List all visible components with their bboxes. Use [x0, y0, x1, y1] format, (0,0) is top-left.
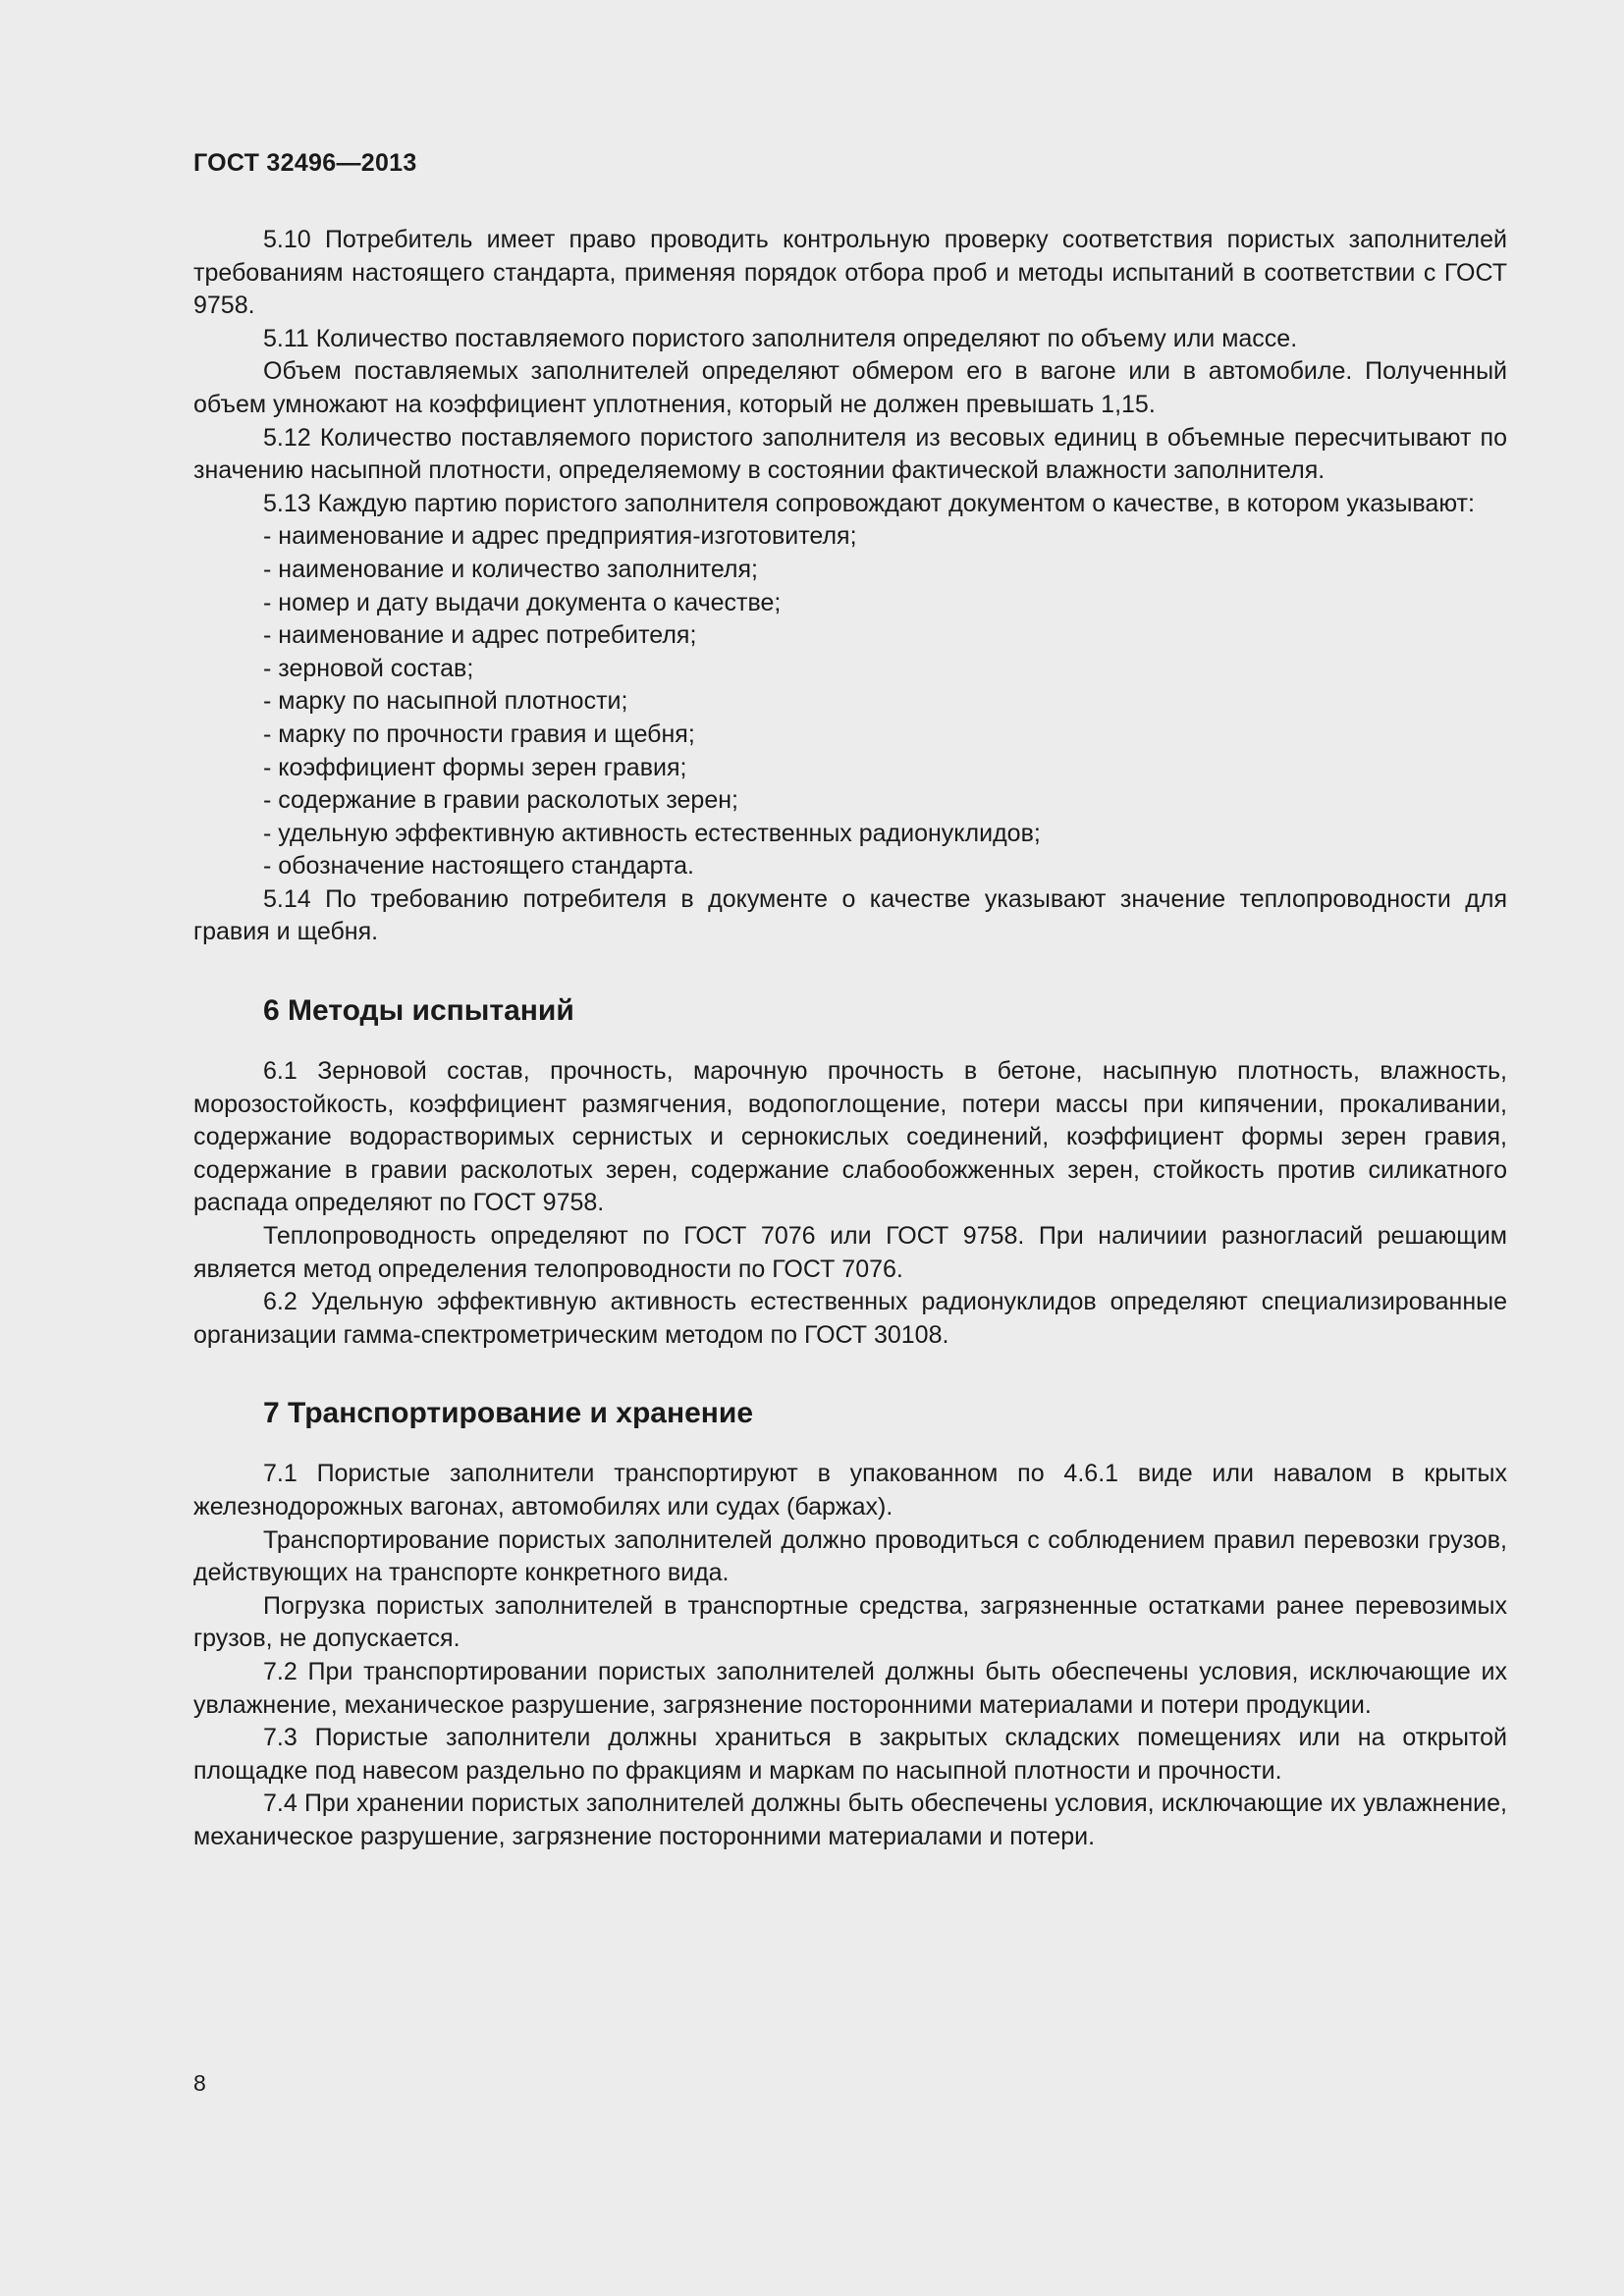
- paragraph-5-14: 5.14 По требованию потребителя в документе о качестве указывают значение теплопроводности для гравия и щебня.: [193, 884, 1507, 946]
- list-item: - наименование и количество заполнителя;: [263, 555, 758, 583]
- list-item: - номер и дату выдачи документа о качестве;: [263, 588, 782, 616]
- paragraph-5-10: 5.10 Потребитель имеет право проводить контрольную проверку соответствия пористых заполнителей требованиям настоящего стандарта, применяя порядок отбора проб и методы испытаний в соответствии с ГОСТ 9758.: [193, 226, 1507, 320]
- paragraph-7-2: 7.2 При транспортировании пористых заполнителей должны быть обеспечены условия, исключающие их увлажнение, механическое разрушение, загрязнение посторонними материалами и потери продукции.: [193, 1657, 1507, 1719]
- list-item: - зерновой состав;: [263, 654, 474, 682]
- document-body: [193, 224, 1507, 1854]
- paragraph-7-3: 7.3 Пористые заполнители должны храниться в закрытых складских помещениях или на открытой площадке под навесом раздельно по фракциям и маркам по насыпной плотности и прочности.: [193, 1724, 1507, 1785]
- paragraph-7-4: 7.4 При хранении пористых заполнителей должны быть обеспечены условия, исключающие их увлажнение, механическое разрушение, загрязнение посторонними материалами и потери.: [193, 1789, 1507, 1850]
- section-heading-7: 7 Транспортирование и хранение: [263, 1397, 754, 1430]
- paragraph-5-11-volume: Объем поставляемых заполнителей определяют обмером его в вагоне или в автомобиле. Полученный объем умножают на коэффициент уплотнения, который не должен превышать 1,15.: [193, 357, 1507, 418]
- paragraph-7-1: 7.1 Пористые заполнители транспортируют в упакованном по 4.6.1 виде или навалом в крытых железнодорожных вагонах, автомобилях или судах (баржах).: [193, 1460, 1507, 1521]
- list-item: - наименование и адрес потребителя;: [263, 621, 697, 650]
- list-item: - коэффициент формы зерен гравия;: [263, 753, 687, 781]
- quality-document-list: [193, 520, 1507, 883]
- list-item: - наименование и адрес предприятия-изготовителя;: [263, 522, 857, 551]
- list-item: - удельную эффективную активность естественных радионуклидов;: [263, 819, 1041, 847]
- paragraph-6-2: 6.2 Удельную эффективную активность естественных радионуклидов определяют специализированные организации гамма-спектрометрическим методом по ГОСТ 30108.: [193, 1288, 1507, 1349]
- paragraph-5-13: 5.13 Каждую партию пористого заполнителя сопровождают документом о качестве, в котором указывают:: [263, 489, 1475, 517]
- page-number: 8: [193, 2070, 206, 2096]
- paragraph-6-1-thermal: Теплопроводность определяют по ГОСТ 7076 или ГОСТ 9758. При наличиии разногласий решающим является метод определения телопроводности по ГОСТ 7076.: [193, 1222, 1507, 1283]
- list-item: - марку по насыпной плотности;: [263, 687, 628, 716]
- section-heading-6: 6 Методы испытаний: [263, 994, 574, 1028]
- list-item: - содержание в гравии расколотых зерен;: [263, 786, 738, 815]
- list-item: - обозначение настоящего стандарта.: [263, 852, 694, 881]
- list-item: - марку по прочности гравия и щебня;: [263, 720, 695, 748]
- paragraph-7-1-rules: Транспортирование пористых заполнителей должно проводиться с соблюдением правил перевозки грузов, действующих на транспорте конкретного вида.: [193, 1525, 1507, 1587]
- paragraph-5-11: 5.11 Количество поставляемого пористого заполнителя определяют по объему или массе.: [263, 324, 1298, 352]
- paragraph-7-1-loading: Погрузка пористых заполнителей в транспортные средства, загрязненные остатками ранее перевозимых грузов, не допускается.: [193, 1591, 1507, 1653]
- paragraph-5-12: 5.12 Количество поставляемого пористого заполнителя из весовых единиц в объемные пересчитывают по значению насыпной плотности, определяемому в состоянии фактической влажности заполнителя.: [193, 423, 1507, 485]
- document-header: ГОСТ 32496—2013: [193, 149, 417, 177]
- paragraph-6-1: 6.1 Зерновой состав, прочность, марочную прочность в бетоне, насыпную плотность, влажность, морозостойкость, коэффициент размягчения, водопоглощение, потери массы при кипячении, прокаливании, содержание водорастворимых сернистых и сернокислых соединений, коэффициент формы зерен гравия, содержание в гравии расколотых зерен, содержание слабообожженных зерен, стойкость против силикатного распада определяют по ГОСТ 9758.: [193, 1057, 1507, 1217]
